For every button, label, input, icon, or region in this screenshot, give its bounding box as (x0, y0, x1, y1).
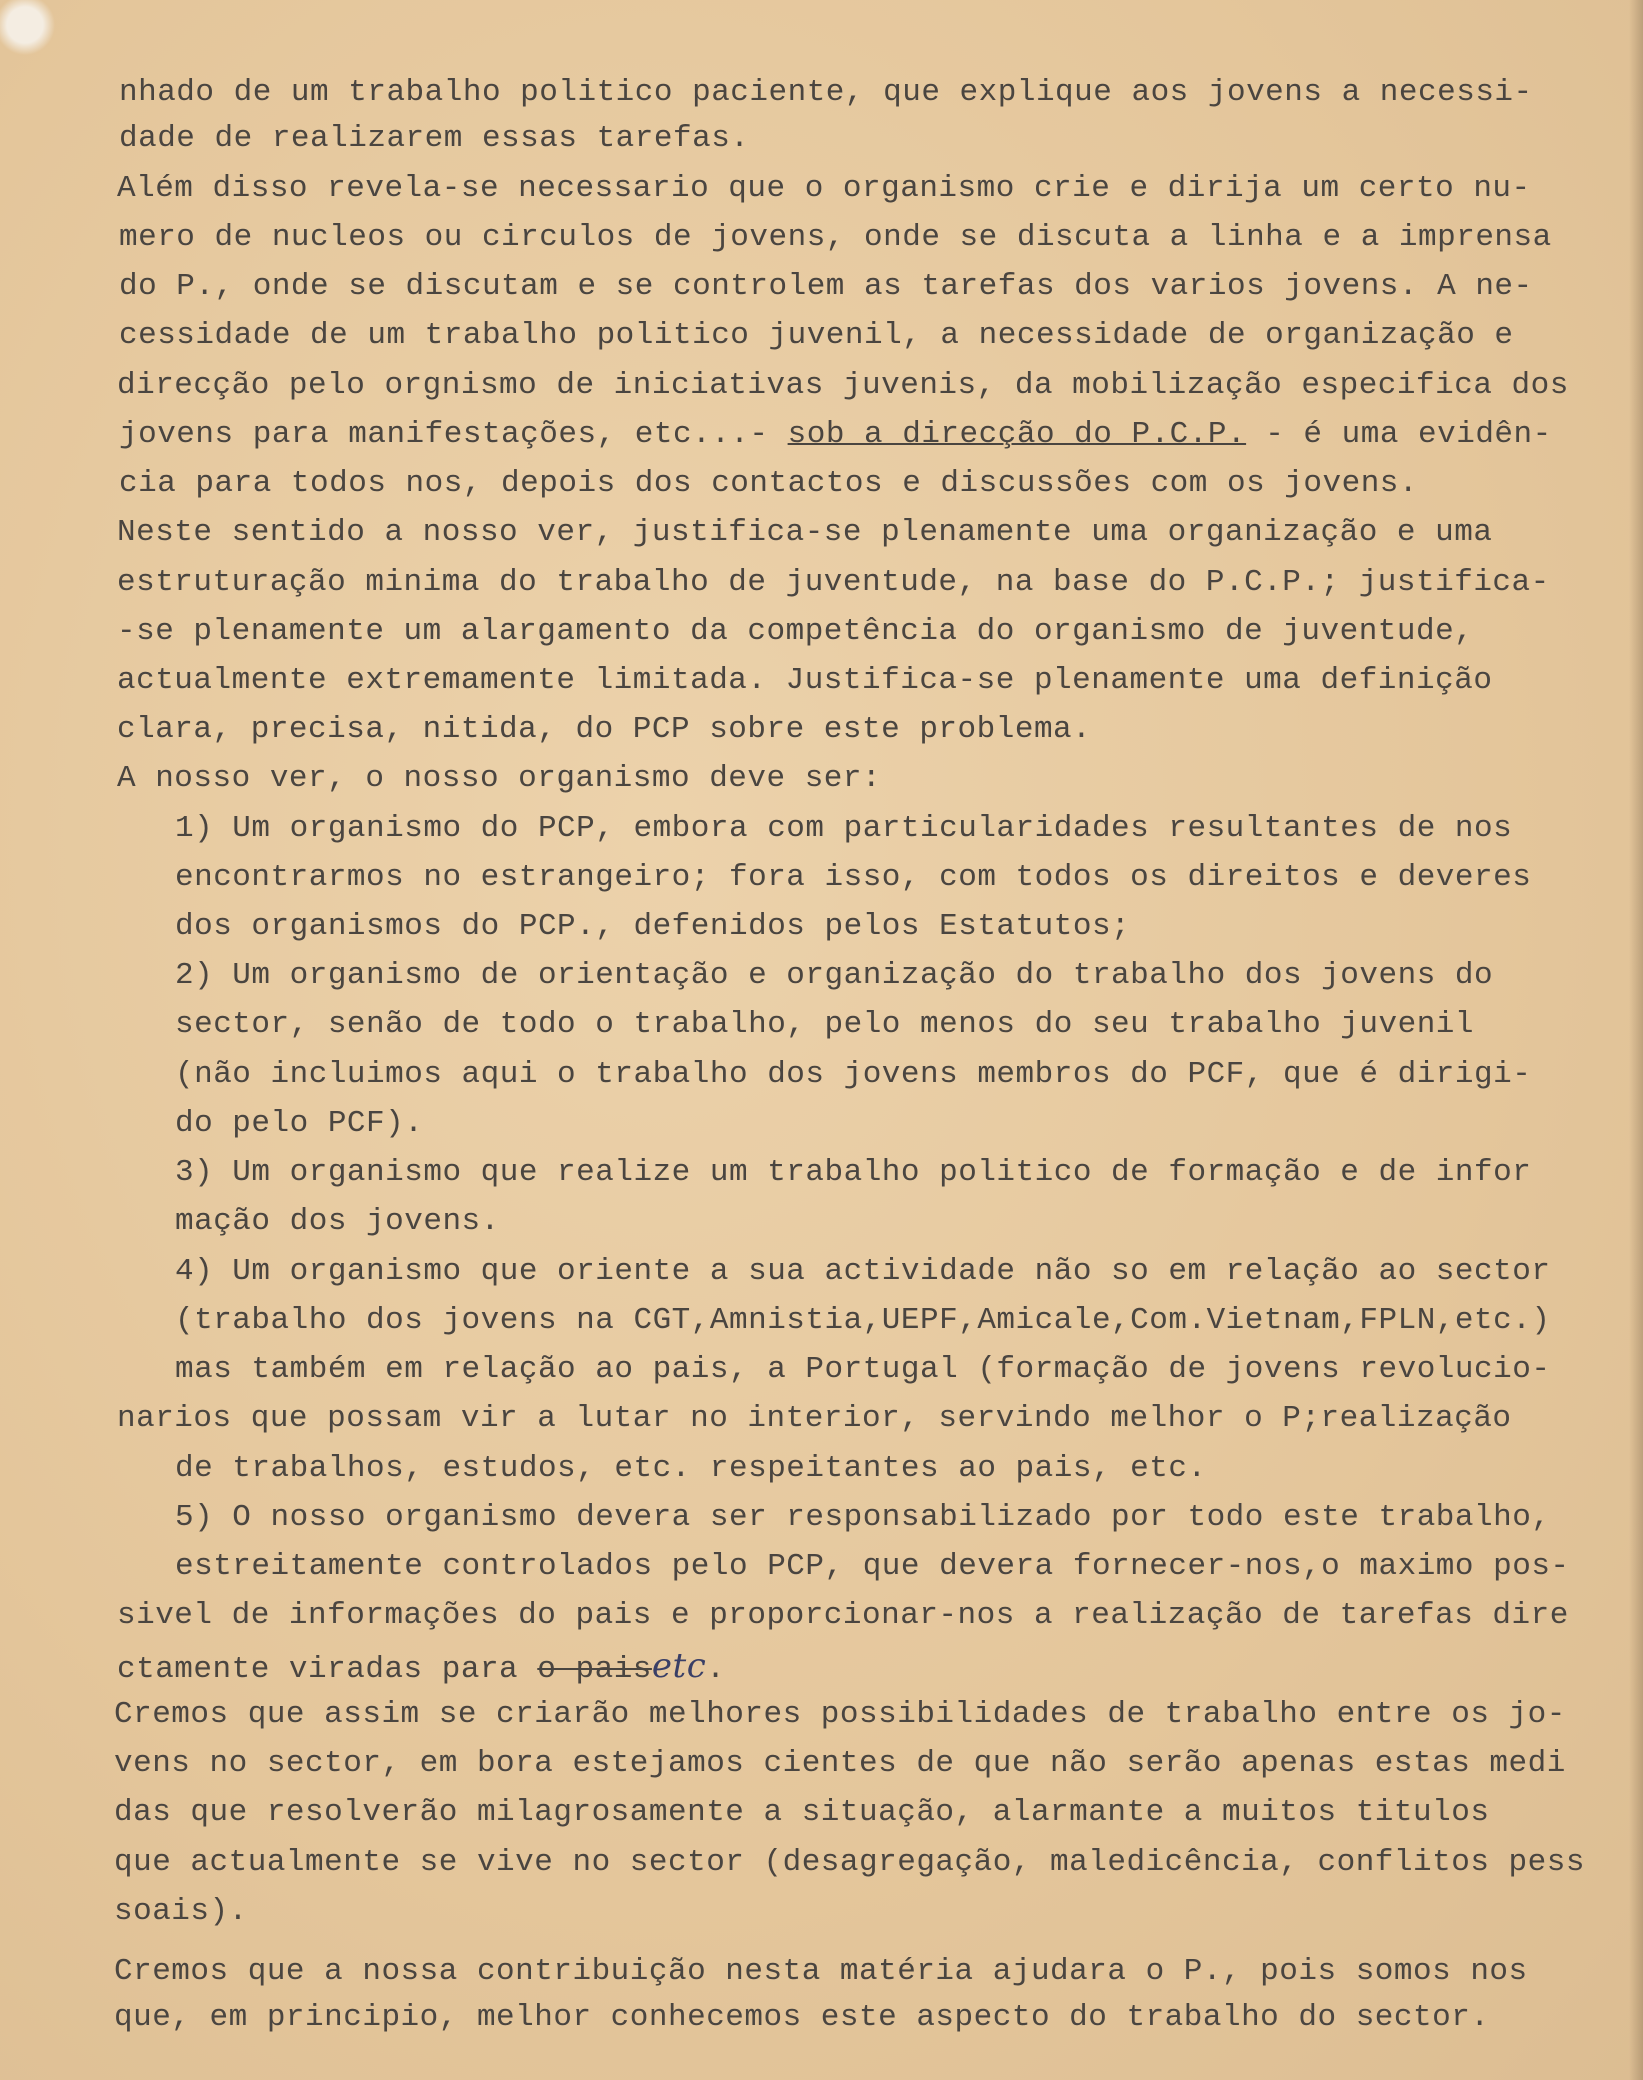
text-line: Neste sentido a nosso ver, justifica-se plenamente uma organização e uma (117, 515, 1493, 550)
text-line: encontrarmos no estrangeiro; fora isso, com todos os direitos e deveres (175, 860, 1532, 895)
text-line-with-underline (119, 413, 1552, 457)
list-item-4: 4) Um organismo que oriente a sua actividade não so em relação ao sector (175, 1254, 1551, 1289)
text-line: Cremos que a nossa contribuição nesta matéria ajudara o P., pois somos nos (114, 1954, 1528, 1989)
text-line: A nosso ver, o nosso organismo deve ser: (117, 761, 882, 796)
text-line: -se plenamente um alargamento da competência do organismo de juventude, (117, 614, 1474, 649)
text-line: actualmente extremamente limitada. Justifica-se plenamente uma definição (117, 663, 1493, 698)
list-item-2: 2) Um organismo de orientação e organização do trabalho dos jovens do (175, 958, 1494, 993)
text-line: vens no sector, em bora estejamos cientes de que não serão apenas estas medi (114, 1746, 1566, 1781)
text-line: de trabalhos, estudos, etc. respeitantes ao pais, etc. (175, 1451, 1207, 1486)
list-item-3: 3) Um organismo que realize um trabalho politico de formação e de infor (175, 1155, 1532, 1190)
text-line: (trabalho dos jovens na CGT,Amnistia,UEPF,Amicale,Com.Vietnam,FPLN,etc.) (175, 1303, 1551, 1338)
text-line: sivel de informações do pais e proporcionar-nos a realização de tarefas dire (117, 1598, 1569, 1633)
text-line: narios que possam vir a lutar no interior, servindo melhor o P;realização (117, 1401, 1512, 1436)
text-line: mação dos jovens. (175, 1204, 500, 1239)
text-segment: . (706, 1652, 726, 1687)
text-line: dade de realizarem essas tarefas. (119, 121, 750, 156)
struck-text: o pais (537, 1652, 652, 1687)
list-item-1: 1) Um organismo do PCP, embora com particularidades resultantes de nos (175, 811, 1513, 846)
text-line: Cremos que assim se criarão melhores possibilidades de trabalho entre os jo- (114, 1697, 1566, 1732)
text-line: sector, senão de todo o trabalho, pelo menos do seu trabalho juvenil (175, 1007, 1475, 1042)
text-line: estreitamente controlados pelo PCP, que devera fornecer-nos,o maximo pos- (175, 1549, 1570, 1584)
text-line: (não incluimos aqui o trabalho dos jovens membros do PCF, que é dirigi- (175, 1057, 1532, 1092)
text-segment: - é uma evidên- (1246, 417, 1552, 452)
text-line: cessidade de um trabalho politico juvenil, a necessidade de organização e (119, 318, 1514, 353)
text-line: Além disso revela-se necessario que o organismo crie e dirija um certo nu- (117, 171, 1531, 206)
text-line: do P., onde se discutam e se controlem as tarefas dos varios jovens. A ne- (119, 269, 1533, 304)
text-line: dos organismos do PCP., defenidos pelos Estatutos; (175, 909, 1131, 944)
handwritten-correction: etc (651, 1646, 707, 1686)
text-line: direcção pelo orgnismo de iniciativas juvenis, da mobilização especifica dos (117, 368, 1569, 403)
text-line: que, em principio, melhor conhecemos este aspecto do trabalho do sector. (114, 2000, 1490, 2035)
text-line-with-correction (117, 1644, 725, 1688)
text-segment: jovens para manifestações, etc...- (119, 417, 788, 452)
text-segment: ctamente viradas para (117, 1652, 538, 1687)
list-item-5: 5) O nosso organismo devera ser responsabilizado por todo este trabalho, (175, 1500, 1551, 1535)
text-line: das que resolverão milagrosamente a situação, alarmante a muitos titulos (114, 1795, 1490, 1830)
text-line: clara, precisa, nitida, do PCP sobre este problema. (117, 712, 1092, 747)
text-line: mas também em relação ao pais, a Portugal (formação de jovens revolucio- (175, 1352, 1551, 1387)
text-line: do pelo PCF). (175, 1106, 424, 1141)
text-line: estruturação minima do trabalho de juventude, na base do P.C.P.; justifica- (117, 565, 1550, 600)
underlined-text: sob a direcção do P.C.P. (787, 417, 1247, 452)
text-line: que actualmente se vive no sector (desagregação, maledicência, conflitos pess (114, 1845, 1585, 1880)
text-line: cia para todos nos, depois dos contactos e discussões com os jovens. (119, 466, 1419, 501)
text-line: soais). (114, 1894, 248, 1929)
text-line: nhado de um trabalho politico paciente, que explique aos jovens a necessi- (119, 75, 1533, 110)
text-line: mero de nucleos ou circulos de jovens, onde se discuta a linha e a imprensa (119, 220, 1552, 255)
